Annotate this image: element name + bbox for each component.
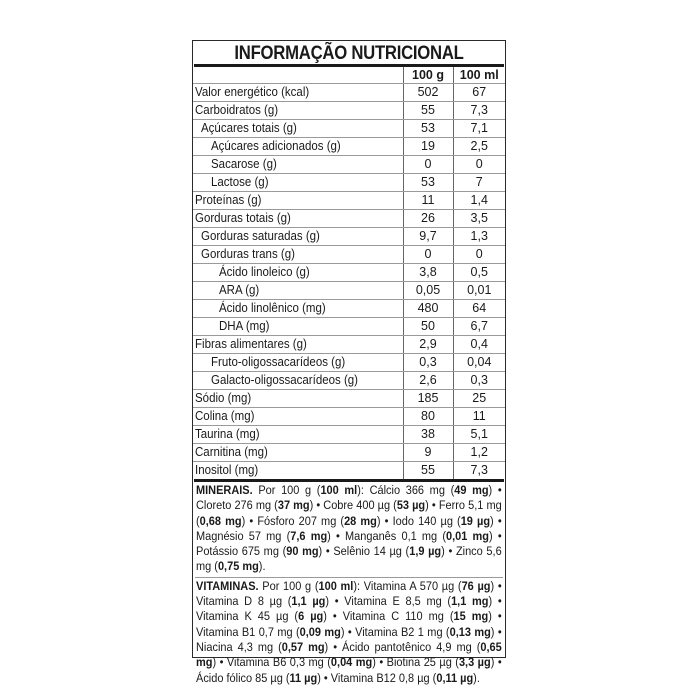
value-100ml: 0 (453, 246, 505, 264)
nutrient-label: Açúcares adicionados (g) (193, 138, 403, 156)
nutrient-label: Ácido linolênico (mg) (193, 300, 403, 318)
minerals-item: Manganês 0,1 mg (0,01 mg) (345, 528, 493, 543)
minerals-item: Fósforo 207 mg (28 mg) (257, 513, 381, 528)
value-100g: 2,6 (403, 372, 453, 390)
nutrient-label: Sódio (mg) (193, 390, 403, 408)
value-100g: 0 (403, 156, 453, 174)
table-row (193, 462, 505, 480)
table-row (193, 282, 505, 300)
minerals-item: Magnésio 57 mg (7,6 mg) (196, 528, 331, 543)
table-row (193, 120, 505, 138)
value-100g: 0,05 (403, 282, 453, 300)
nutrient-label: Ácido linoleico (g) (193, 264, 403, 282)
value-100g: 0 (403, 246, 453, 264)
panel-title: INFORMAÇÃO NUTRICIONAL (234, 43, 464, 64)
value-100g: 38 (403, 426, 453, 444)
table-row (193, 174, 505, 192)
table-body (193, 84, 505, 480)
minerals-item: Cálcio 366 mg (49 mg) (369, 483, 493, 497)
vitamins-item: Vitamina C 110 mg (15 mg) (342, 609, 492, 624)
value-100ml: 7 (453, 174, 505, 192)
table-row (193, 426, 505, 444)
value-100ml: 5,1 (453, 426, 505, 444)
minerals-item: Ferro 5,1 mg (0,68 mg) (196, 498, 502, 528)
nutrient-label: Valor energético (kcal) (193, 84, 403, 102)
table-row (193, 354, 505, 372)
value-100g: 55 (403, 102, 453, 120)
header-100g: 100 g (403, 67, 453, 84)
table-header-row (193, 67, 505, 84)
nutrient-label: Colina (mg) (193, 408, 403, 426)
table-row (193, 138, 505, 156)
vitamins-item: Vitamina B6 0,3 mg (0,04 mg) (226, 655, 376, 670)
nutrient-label: Gorduras saturadas (g) (193, 228, 403, 246)
header-100ml: 100 ml (453, 67, 505, 84)
vitamins-item: Ácido pantotênico 4,9 mg (0,65 mg) (196, 639, 502, 670)
nutrition-facts-panel (192, 40, 506, 685)
value-100ml: 67 (453, 84, 505, 102)
value-100ml: 7,3 (453, 102, 505, 120)
value-100ml: 0,5 (453, 264, 505, 282)
nutrient-label: Açúcares totais (g) (193, 120, 403, 138)
table-row (193, 192, 505, 210)
value-100g: 502 (403, 84, 453, 102)
value-100g: 2,9 (403, 336, 453, 354)
nutrient-label: Sacarose (g) (193, 156, 403, 174)
minerals-item: Cobre 400 µg (53 µg) (323, 498, 429, 513)
minerals-item: Cloreto 276 mg (37 mg) (196, 498, 314, 513)
value-100g: 26 (403, 210, 453, 228)
value-100g: 50 (403, 318, 453, 336)
nutrient-label: Carnitina (mg) (193, 444, 403, 462)
nutrient-label: Galacto-oligossacarídeos (g) (193, 372, 403, 390)
table-row (193, 444, 505, 462)
value-100ml: 0 (453, 156, 505, 174)
value-100g: 185 (403, 390, 453, 408)
nutrient-label: Fruto-oligossacarídeos (g) (193, 354, 403, 372)
minerals-item: Selênio 14 µg (1,9 µg) (333, 544, 445, 559)
table-row (193, 408, 505, 426)
nutrient-label: Lactose (g) (193, 174, 403, 192)
table-row (193, 372, 505, 390)
table-row (193, 102, 505, 120)
minerals-item: Potássio 675 mg (90 mg) (196, 544, 323, 559)
table-row (193, 300, 505, 318)
value-100ml: 25 (453, 390, 505, 408)
header-label (193, 67, 403, 84)
value-100g: 19 (403, 138, 453, 156)
vitamins-item: Vitamina A 570 µg (76 µg) (363, 578, 495, 593)
minerals-item: Zinco 5,6 mg (0,75 mg) (196, 544, 502, 574)
value-100ml: 6,7 (453, 318, 505, 336)
value-100ml: 1,3 (453, 228, 505, 246)
minerals-paragraph: MINERAIS. Por 100 g (100 ml): Cálcio 366 mg (49 mg) • Cloreto 276 mg (37 mg) • Cobre 400 µg (53 µg) • Ferro 5,1 mg (0,68 mg) • Fósforo 207 mg (28 mg) • Iodo 140 µg (19 µg) • Magnésio 57 mg (7,6 mg) • Manganês 0,1 mg (0,01 mg) • Potássio 675 mg (90 mg) • Selênio 14 µg (1,9 µg) • Zinco 5,6 mg (0,75 mg). (196, 483, 502, 574)
nutrient-label: Taurina (mg) (193, 426, 403, 444)
value-100g: 55 (403, 462, 453, 480)
value-100g: 480 (403, 300, 453, 318)
value-100ml: 3,5 (453, 210, 505, 228)
value-100ml: 64 (453, 300, 505, 318)
vitamins-item: Vitamina B12 0,8 µg (0,11 µg) (330, 670, 477, 685)
table-row (193, 318, 505, 336)
vitamins-paragraph: VITAMINAS. Por 100 g (100 ml): Vitamina A 570 µg (76 µg) • Vitamina D 8 µg (1,1 µg) • Vitamina E 8,5 mg (1,1 mg) • Vitamina K 45 µg (6 µg) • Vitamina C 110 mg (15 mg) • Vitamina B1 0,7 mg (0,09 mg) • Vitamina B2 1 mg (0,13 mg) • Niacina 4,3 mg (0,57 mg) • Ácido pantotênico 4,9 mg (0,65 mg) • Vitamina B6 0,3 mg (0,04 mg) • Biotina 25 µg (3,3 µg) • Ácido fólico 85 µg (11 µg) • Vitamina B12 0,8 µg (0,11 µg). (196, 578, 502, 685)
table-row (193, 210, 505, 228)
vitamins-item: Vitamina K 45 µg (6 µg) (196, 609, 327, 624)
value-100ml: 0,4 (453, 336, 505, 354)
table-row (193, 246, 505, 264)
vitamins-item: Vitamina E 8,5 mg (1,1 mg) (344, 594, 493, 609)
value-100g: 9,7 (403, 228, 453, 246)
table-row (193, 336, 505, 354)
table-row (193, 264, 505, 282)
value-100ml: 7,1 (453, 120, 505, 138)
value-100ml: 0,3 (453, 372, 505, 390)
value-100g: 3,8 (403, 264, 453, 282)
nutrient-label: Fibras alimentares (g) (193, 336, 403, 354)
value-100ml: 2,5 (453, 138, 505, 156)
value-100ml: 0,01 (453, 282, 505, 300)
value-100g: 11 (403, 192, 453, 210)
vitamins-item: Niacina 4,3 mg (0,57 mg) (196, 639, 329, 654)
nutrient-label: Carboidratos (g) (193, 102, 403, 120)
table-row (193, 390, 505, 408)
value-100g: 53 (403, 174, 453, 192)
minerals-item: Iodo 140 µg (19 µg) (392, 513, 494, 528)
value-100ml: 0,04 (453, 354, 505, 372)
nutrient-label: DHA (mg) (193, 318, 403, 336)
vitamins-item: Ácido fólico 85 µg (11 µg) (196, 670, 321, 685)
value-100ml: 1,4 (453, 192, 505, 210)
vitamins-item: Biotina 25 µg (3,3 µg) (386, 655, 495, 670)
nutrient-label: Proteínas (g) (193, 192, 403, 210)
minerals-heading: MINERAIS. (196, 483, 253, 497)
value-100g: 53 (403, 120, 453, 138)
table-row (193, 228, 505, 246)
nutrient-label: Gorduras totais (g) (193, 210, 403, 228)
vitamins-heading: VITAMINAS. (196, 578, 259, 593)
value-100ml: 7,3 (453, 462, 505, 480)
table-row (193, 84, 505, 102)
table-row (193, 156, 505, 174)
value-100g: 0,3 (403, 354, 453, 372)
value-100g: 80 (403, 408, 453, 426)
nutrient-label: Inositol (mg) (195, 463, 259, 477)
vitamins-item: Vitamina B2 1 mg (0,13 mg) (355, 624, 495, 639)
nutrition-table (193, 67, 505, 479)
nutrient-label: ARA (g) (193, 282, 403, 300)
vitamins-item: Vitamina D 8 µg (1,1 µg) (196, 594, 330, 609)
value-100ml: 11 (453, 408, 505, 426)
value-100ml: 1,2 (453, 444, 505, 462)
vitamins-item: Vitamina B1 0,7 mg (0,09 mg) (196, 624, 345, 639)
value-100g: 9 (403, 444, 453, 462)
nutrient-label: Gorduras trans (g) (193, 246, 403, 264)
